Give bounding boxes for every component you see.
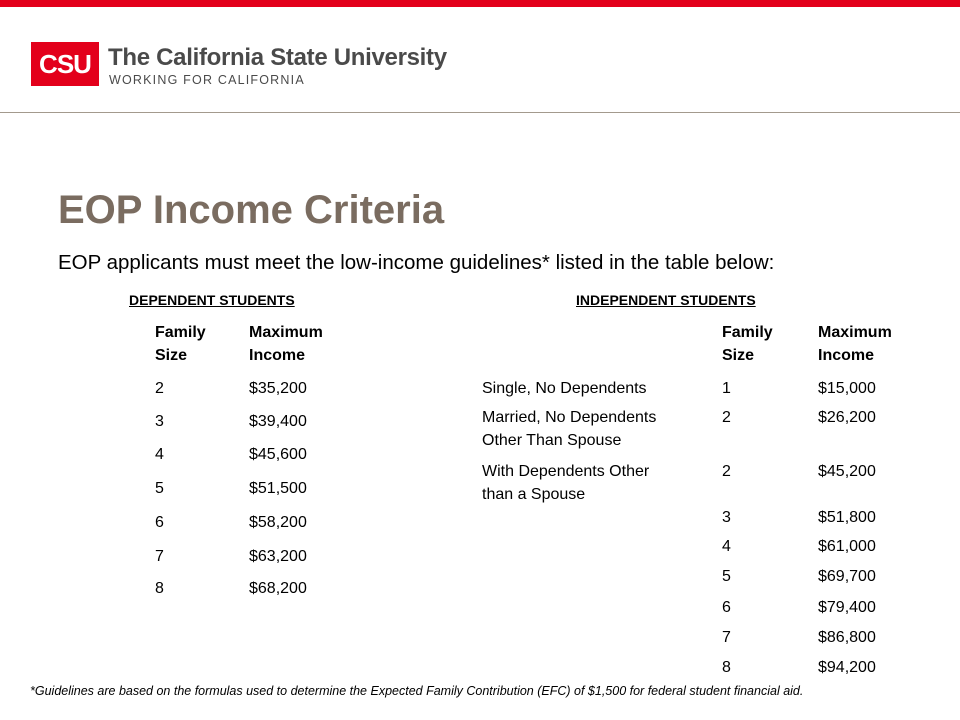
dependent-col-family-size-line2: Size xyxy=(155,347,188,364)
independent-row-size: 3 xyxy=(722,509,731,526)
dependent-row-income: $63,200 xyxy=(249,548,307,565)
independent-row-income: $15,000 xyxy=(818,380,876,397)
dependent-row-income: $45,600 xyxy=(249,446,307,463)
dependent-row-income: $35,200 xyxy=(249,380,307,397)
dependent-row-income: $68,200 xyxy=(249,580,307,597)
slide-subtitle: EOP applicants must meet the low-income guidelines* listed in the table below: xyxy=(58,251,775,274)
independent-row-income: $45,200 xyxy=(818,463,876,480)
university-name: The California State University xyxy=(108,44,447,71)
logo-text: CSU xyxy=(39,48,91,79)
dependent-heading: DEPENDENT STUDENTS xyxy=(129,292,295,308)
dependent-row-income: $58,200 xyxy=(249,514,307,531)
independent-row-category-line1: Single, No Dependents xyxy=(482,380,647,397)
independent-row-income: $26,200 xyxy=(818,409,876,426)
independent-row-category-line1: Married, No Dependents xyxy=(482,409,657,426)
independent-row-size: 6 xyxy=(722,599,731,616)
independent-row-income: $61,000 xyxy=(818,538,876,555)
independent-heading: INDEPENDENT STUDENTS xyxy=(576,292,756,308)
independent-row-income: $94,200 xyxy=(818,659,876,676)
independent-row-category-line1: With Dependents Other xyxy=(482,463,650,480)
independent-row-income: $51,800 xyxy=(818,509,876,526)
dependent-col-family-size-line1: Family xyxy=(155,324,206,341)
dependent-row-size: 4 xyxy=(155,446,164,463)
independent-row-size: 1 xyxy=(722,380,731,397)
dependent-row-size: 2 xyxy=(155,380,164,397)
independent-row-size: 2 xyxy=(722,409,731,426)
independent-row-category xyxy=(482,377,647,400)
dependent-row-size: 3 xyxy=(155,413,164,430)
independent-row-income: $69,700 xyxy=(818,568,876,585)
dependent-row-income: $51,500 xyxy=(249,480,307,497)
dependent-col-max-income-line2: Income xyxy=(249,347,306,364)
independent-col-max-income-line1: Maximum xyxy=(818,324,892,341)
dependent-row-size: 6 xyxy=(155,514,164,531)
slide-title: EOP Income Criteria xyxy=(58,188,445,232)
independent-row-size: 8 xyxy=(722,659,731,676)
independent-row-size: 4 xyxy=(722,538,731,555)
independent-col-family-size-line1: Family xyxy=(722,324,773,341)
independent-col-max-income-line2: Income xyxy=(818,347,875,364)
independent-row-size: 5 xyxy=(722,568,731,585)
independent-row-category-line2: than a Spouse xyxy=(482,486,586,503)
independent-col-max-income xyxy=(818,321,892,367)
dependent-col-family-size xyxy=(155,321,206,367)
dependent-row-size: 7 xyxy=(155,548,164,565)
independent-row-size: 2 xyxy=(722,463,731,480)
university-tagline: WORKING FOR CALIFORNIA xyxy=(109,73,305,87)
dependent-row-income: $39,400 xyxy=(249,413,307,430)
independent-row-size: 7 xyxy=(722,629,731,646)
independent-row-category-line2: Other Than Spouse xyxy=(482,432,622,449)
footnote: *Guidelines are based on the formulas used to determine the Expected Family Contribution (EFC) of $1,500 for federal student financial aid. xyxy=(30,684,804,698)
independent-col-family-size xyxy=(722,321,773,367)
independent-row-income: $86,800 xyxy=(818,629,876,646)
dependent-col-max-income xyxy=(249,321,323,367)
dependent-col-max-income-line1: Maximum xyxy=(249,324,323,341)
independent-col-family-size-line2: Size xyxy=(722,347,755,364)
independent-row-income: $79,400 xyxy=(818,599,876,616)
dependent-row-size: 8 xyxy=(155,580,164,597)
independent-row-category xyxy=(482,460,649,506)
csu-logo-box xyxy=(31,42,99,86)
independent-row-category xyxy=(482,406,656,452)
header-divider xyxy=(0,112,960,113)
dependent-row-size: 5 xyxy=(155,480,164,497)
top-accent-bar xyxy=(0,0,960,7)
